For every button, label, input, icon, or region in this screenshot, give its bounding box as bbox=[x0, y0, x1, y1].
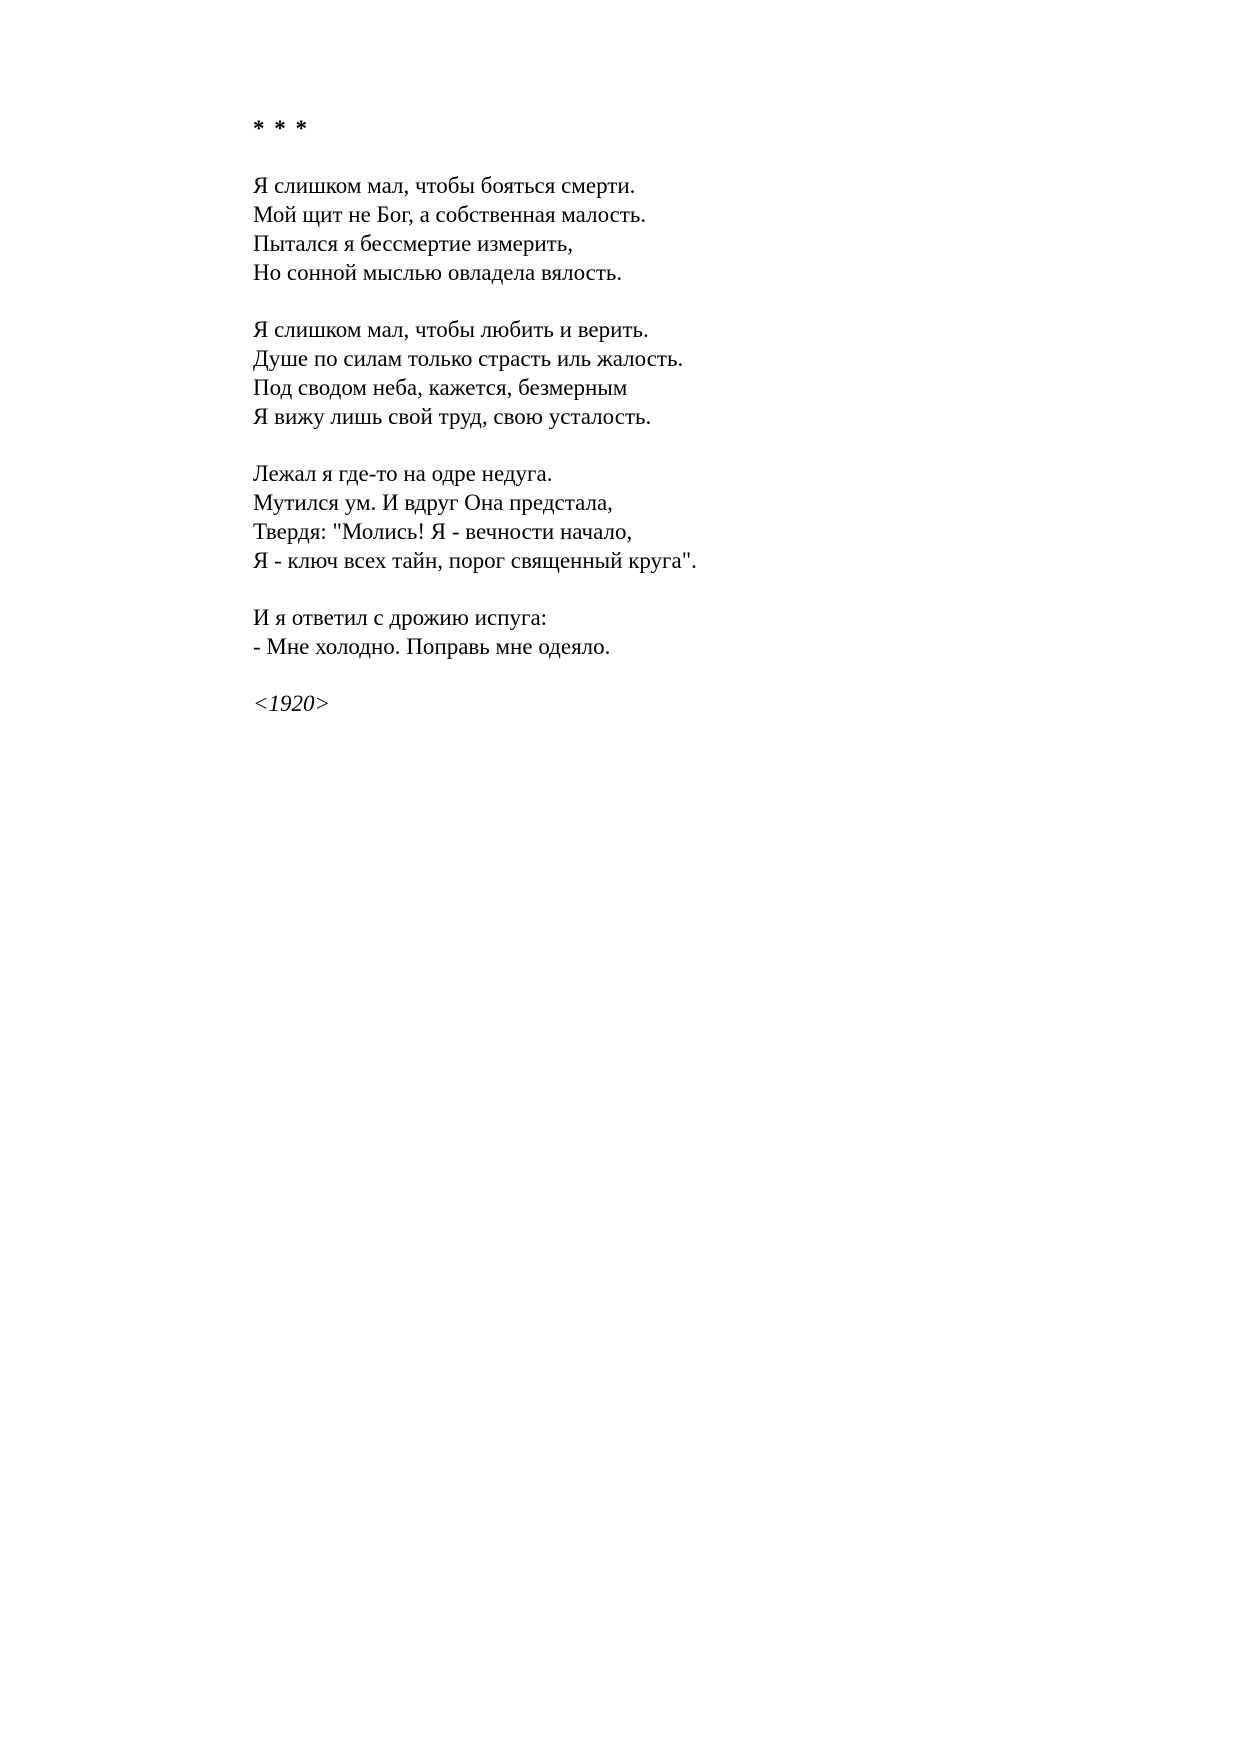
poem-line: Лежал я где-то на одре недуга. bbox=[253, 461, 553, 486]
poem-line: Пытался я бессмертие измерить, bbox=[253, 231, 573, 256]
stanza-2 bbox=[253, 315, 1153, 431]
poem-line: Душе по силам только страсть иль жалость. bbox=[253, 346, 684, 371]
poem-line: И я ответил с дрожию испуга: bbox=[253, 605, 548, 630]
poem-line: Я слишком мал, чтобы любить и верить. bbox=[253, 317, 649, 342]
poem-line: Я вижу лишь свой труд, свою усталость. bbox=[253, 404, 652, 429]
poem-line: Под сводом неба, кажется, безмерным bbox=[253, 375, 628, 400]
poem-line: Но сонной мыслью овладела вялость. bbox=[253, 260, 623, 285]
poem-line: - Мне холодно. Поправь мне одеяло. bbox=[253, 634, 611, 659]
poem bbox=[253, 114, 1153, 718]
stanza-4 bbox=[253, 603, 1153, 661]
poem-line: Я слишком мал, чтобы бояться смерти. bbox=[253, 173, 636, 198]
poem-date: <1920> bbox=[253, 691, 331, 716]
poem-line: Мутился ум. И вдруг Она предстала, bbox=[253, 490, 613, 515]
stanza-3 bbox=[253, 459, 1153, 575]
poem-line: Твердя: "Молись! Я - вечности начало, bbox=[253, 519, 633, 544]
poem-line: Я - ключ всех тайн, порог священный круга". bbox=[253, 548, 697, 573]
stanza-1 bbox=[253, 171, 1153, 287]
poem-title: * * * bbox=[253, 116, 309, 141]
poem-line: Мой щит не Бог, а собственная малость. bbox=[253, 202, 647, 227]
